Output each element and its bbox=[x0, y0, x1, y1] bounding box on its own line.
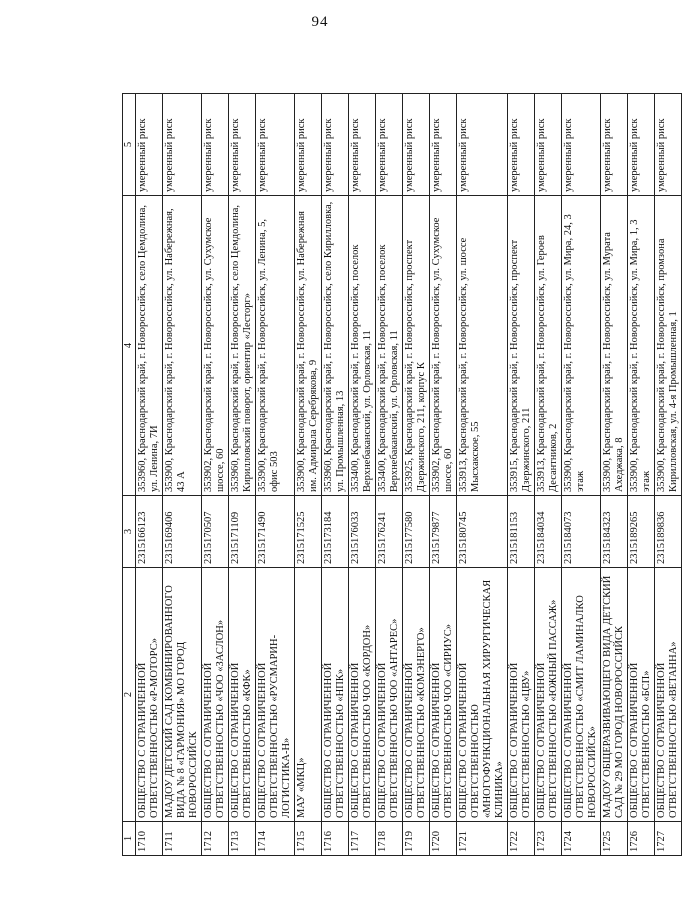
inn-cell: 2315180745 bbox=[457, 496, 508, 568]
risk-category-cell: умеренный риск bbox=[376, 94, 403, 196]
inn-cell: 2315171525 bbox=[295, 496, 322, 568]
table-row bbox=[562, 94, 601, 856]
table-row bbox=[295, 94, 322, 856]
table-row bbox=[403, 94, 430, 856]
inn-cell: 2315176241 bbox=[376, 496, 403, 568]
risk-category-cell: умеренный риск bbox=[628, 94, 655, 196]
row-number-cell: 1716 bbox=[322, 822, 349, 856]
organization-name-cell: МАДОУ ОБЩЕРАЗВИВАЮЩЕГО ВИДА ДЕТСКИЙ САД № 29 МО ГОРОД НОВОРОССИЙСК bbox=[601, 568, 628, 822]
organization-name-cell: ОБЩЕСТВО С ОГРАНИЧЕННОЙ ОТВЕТСТВЕННОСТЬЮ «СМИТ ЛАМИНАЛКО НОВОРОССИЙСК» bbox=[562, 568, 601, 822]
table-body bbox=[123, 94, 682, 856]
organization-name-cell: ОБЩЕСТВО С ОГРАНИЧЕННОЙ ОТВЕТСТВЕННОСТЬЮ «НПК» bbox=[322, 568, 349, 822]
row-number-cell: 1714 bbox=[256, 822, 295, 856]
address-cell: 353913, Краснодарский край, г. Новороссийск, ул. Героев Десантников, 2 bbox=[535, 196, 562, 496]
row-number-cell: 1723 bbox=[535, 822, 562, 856]
risk-category-cell: умеренный риск bbox=[295, 94, 322, 196]
address-cell: 353960, Краснодарский край, г. Новороссийск, село Цемдолина, Кирилловский поворот, ориентир «Лесторг» bbox=[229, 196, 256, 496]
row-number-cell: 1726 bbox=[628, 822, 655, 856]
address-cell: 353400, Краснодарский край, г. Новороссийск, поселок Верхнебаканский, ул. Орловская, 11 bbox=[349, 196, 376, 496]
header-cell-5: 5 bbox=[123, 94, 136, 196]
risk-category-cell: умеренный риск bbox=[601, 94, 628, 196]
risk-category-cell: умеренный риск bbox=[430, 94, 457, 196]
organization-name-cell: ОБЩЕСТВО С ОГРАНИЧЕННОЙ ОТВЕТСТВЕННОСТЬЮ ЧОО «АНТАРЕС» bbox=[376, 568, 403, 822]
address-cell: 353900, Краснодарский край, г. Новороссийск, ул. Мира, 24, 3 этаж bbox=[562, 196, 601, 496]
table-row bbox=[535, 94, 562, 856]
address-cell: 353960, Краснодарский край, г. Новороссийск, село Цемдолина, ул. Ленина, 7И bbox=[136, 196, 163, 496]
risk-category-cell: умеренный риск bbox=[229, 94, 256, 196]
risk-category-cell: умеренный риск bbox=[136, 94, 163, 196]
address-cell: 353925, Краснодарский край, г. Новороссийск, проспект Дзержинского, 211, корпус К bbox=[403, 196, 430, 496]
row-number-cell: 1715 bbox=[295, 822, 322, 856]
table-row bbox=[163, 94, 202, 856]
row-number-cell: 1724 bbox=[562, 822, 601, 856]
table-row bbox=[376, 94, 403, 856]
address-cell: 353900, Краснодарский край, г. Новороссийск, ул. Набережная им. Адмирала Серебрякова, 9 bbox=[295, 196, 322, 496]
organization-name-cell: МАУ «МКЦ» bbox=[295, 568, 322, 822]
organization-name-cell: ОБЩЕСТВО С ОГРАНИЧЕННОЙ ОТВЕТСТВЕННОСТЬЮ «КОМЭНЕРГО» bbox=[403, 568, 430, 822]
risk-category-cell: умеренный риск bbox=[256, 94, 295, 196]
table-row bbox=[430, 94, 457, 856]
row-number-cell: 1711 bbox=[163, 822, 202, 856]
header-cell-2: 2 bbox=[123, 568, 136, 822]
header-row bbox=[123, 94, 136, 856]
address-cell: 353900, Краснодарский край, г. Новороссийск, ул. Мира, 1, 3 этаж bbox=[628, 196, 655, 496]
header-cell-4: 4 bbox=[123, 196, 136, 496]
address-cell: 353902, Краснодарский край, г. Новороссийск, ул. Сухумское шоссе, 60 bbox=[202, 196, 229, 496]
organization-name-cell: ОБЩЕСТВО С ОГРАНИЧЕННОЙ ОТВЕТСТВЕННОСТЬЮ «ЦВУ» bbox=[508, 568, 535, 822]
inn-cell: 2315181153 bbox=[508, 496, 535, 568]
registry-table bbox=[122, 93, 682, 856]
risk-category-cell: умеренный риск bbox=[403, 94, 430, 196]
page-number: 94 bbox=[311, 14, 329, 30]
organization-name-cell: ОБЩЕСТВО С ОГРАНИЧЕННОЙ ОТВЕТСТВЕННОСТЬЮ ЧОО «СИРИУС» bbox=[430, 568, 457, 822]
row-number-cell: 1720 bbox=[430, 822, 457, 856]
table-row bbox=[655, 94, 682, 856]
organization-name-cell: ОБЩЕСТВО С ОГРАНИЧЕННОЙ ОТВЕТСТВЕННОСТЬЮ ЧОО «КОРДОН» bbox=[349, 568, 376, 822]
inn-cell: 2315171109 bbox=[229, 496, 256, 568]
organization-name-cell: ОБЩЕСТВО С ОГРАНИЧЕННОЙ ОТВЕТСТВЕННОСТЬЮ «Р-МОТОРС» bbox=[136, 568, 163, 822]
table-row bbox=[601, 94, 628, 856]
inn-cell: 2315189265 bbox=[628, 496, 655, 568]
risk-category-cell: умеренный риск bbox=[655, 94, 682, 196]
organization-name-cell: ОБЩЕСТВО С ОГРАНИЧЕННОЙ ОТВЕТСТВЕННОСТЬЮ «МНОГОФУНКЦИОНАЛЬНАЯ ХИРУРГИЧЕСКАЯ КЛИНИКА» bbox=[457, 568, 508, 822]
address-cell: 353960, Краснодарский край, г. Новороссийск, село Кирилловка, ул. Промышленная, 13 bbox=[322, 196, 349, 496]
table-row bbox=[322, 94, 349, 856]
row-number-cell: 1710 bbox=[136, 822, 163, 856]
header-cell-1: 1 bbox=[123, 822, 136, 856]
risk-category-cell: умеренный риск bbox=[349, 94, 376, 196]
table-row bbox=[349, 94, 376, 856]
inn-cell: 2315184323 bbox=[601, 496, 628, 568]
table-row bbox=[136, 94, 163, 856]
row-number-cell: 1727 bbox=[655, 822, 682, 856]
address-cell: 353400, Краснодарский край, г. Новороссийск, поселок Верхнебаканский, ул. Орловская, 11 bbox=[376, 196, 403, 496]
inn-cell: 2315173184 bbox=[322, 496, 349, 568]
organization-name-cell: ОБЩЕСТВО С ОГРАНИЧЕННОЙ ОТВЕТСТВЕННОСТЬЮ «КФК» bbox=[229, 568, 256, 822]
header-cell-3: 3 bbox=[123, 496, 136, 568]
inn-cell: 2315171490 bbox=[256, 496, 295, 568]
organization-name-cell: МАДОУ ДЕТСКИЙ САД КОМБИНИРОВАННОГО ВИДА № 8 «ГАРМОНИЯ» МО ГОРОД НОВОРОССИЙСК bbox=[163, 568, 202, 822]
inn-cell: 2315184034 bbox=[535, 496, 562, 568]
row-number-cell: 1725 bbox=[601, 822, 628, 856]
inn-cell: 2315189836 bbox=[655, 496, 682, 568]
table-row bbox=[229, 94, 256, 856]
address-cell: 353902, Краснодарский край, г. Новороссийск, ул. Сухумское шоссе, 60 bbox=[430, 196, 457, 496]
inn-cell: 2315169406 bbox=[163, 496, 202, 568]
table-row bbox=[508, 94, 535, 856]
risk-category-cell: умеренный риск bbox=[535, 94, 562, 196]
risk-category-cell: умеренный риск bbox=[457, 94, 508, 196]
organization-name-cell: ОБЩЕСТВО С ОГРАНИЧЕННОЙ ОТВЕТСТВЕННОСТЬЮ «ЧОО «ЗАСЛОН» bbox=[202, 568, 229, 822]
row-number-cell: 1712 bbox=[202, 822, 229, 856]
address-cell: 353900, Краснодарский край, г. Новороссийск, ул. Ленина, 5, офис 503 bbox=[256, 196, 295, 496]
table-row bbox=[457, 94, 508, 856]
row-number-cell: 1722 bbox=[508, 822, 535, 856]
risk-category-cell: умеренный риск bbox=[322, 94, 349, 196]
rotated-table-wrapper bbox=[122, 94, 679, 856]
organization-name-cell: ОБЩЕСТВО С ОГРАНИЧЕННОЙ ОТВЕТСТВЕННОСТЬЮ «ЮЖНЫЙ ПАССАЖ» bbox=[535, 568, 562, 822]
row-number-cell: 1713 bbox=[229, 822, 256, 856]
risk-category-cell: умеренный риск bbox=[562, 94, 601, 196]
row-number-cell: 1719 bbox=[403, 822, 430, 856]
inn-cell: 2315184073 bbox=[562, 496, 601, 568]
risk-category-cell: умеренный риск bbox=[508, 94, 535, 196]
inn-cell: 2315166123 bbox=[136, 496, 163, 568]
inn-cell: 2315179877 bbox=[430, 496, 457, 568]
row-number-cell: 1721 bbox=[457, 822, 508, 856]
address-cell: 353900, Краснодарский край, г. Новороссийск, ул. Набережная, 43 А bbox=[163, 196, 202, 496]
organization-name-cell: ОБЩЕСТВО С ОГРАНИЧЕННОЙ ОТВЕТСТВЕННОСТЬЮ «РУСМАРИН-ЛОГИСТИКА-Н» bbox=[256, 568, 295, 822]
organization-name-cell: ОБЩЕСТВО С ОГРАНИЧЕННОЙ ОТВЕТСТВЕННОСТЬЮ «БСП» bbox=[628, 568, 655, 822]
row-number-cell: 1718 bbox=[376, 822, 403, 856]
address-cell: 353900, Краснодарский край, г. Новороссийск, ул. Мурата Ахеджака, 8 bbox=[601, 196, 628, 496]
table-row bbox=[628, 94, 655, 856]
address-cell: 353915, Краснодарский край, г. Новороссийск, проспект Дзержинского, 211 bbox=[508, 196, 535, 496]
address-cell: 353900, Краснодарский край, г. Новороссийск, промзона Кирилловская, ул. 4-я Промышленная, 1 bbox=[655, 196, 682, 496]
address-cell: 353913, Краснодарский край, г. Новороссийск, ул. шоссе Мысхакское, 55 bbox=[457, 196, 508, 496]
organization-name-cell: ОБЩЕСТВО С ОГРАНИЧЕННОЙ ОТВЕТСТВЕННОСТЬЮ «ВЕТАННА» bbox=[655, 568, 682, 822]
inn-cell: 2315176033 bbox=[349, 496, 376, 568]
inn-cell: 2315177580 bbox=[403, 496, 430, 568]
row-number-cell: 1717 bbox=[349, 822, 376, 856]
table-row bbox=[202, 94, 229, 856]
risk-category-cell: умеренный риск bbox=[202, 94, 229, 196]
inn-cell: 2315170507 bbox=[202, 496, 229, 568]
table-row bbox=[256, 94, 295, 856]
risk-category-cell: умеренный риск bbox=[163, 94, 202, 196]
